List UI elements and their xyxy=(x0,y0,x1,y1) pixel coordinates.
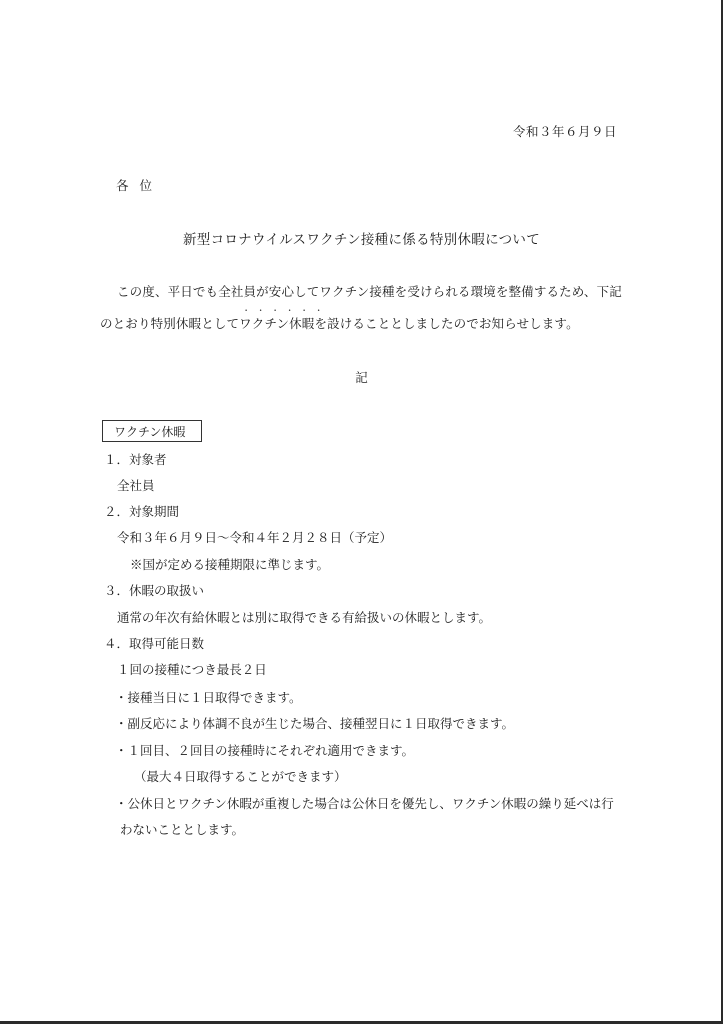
section-2-body: 令和３年６月９日～令和４年２月２８日（予定） xyxy=(117,530,393,545)
bullet-item: ・接種当日に１日取得できます。 xyxy=(115,690,302,705)
section-1-heading: １．対象者 xyxy=(104,452,167,467)
section-2-heading: ２．対象期間 xyxy=(104,504,180,519)
bullet-item: ・副反応により体調不良が生じた場合、接種翌日に１日取得できます。 xyxy=(115,716,515,731)
document-title: 新型コロナウイルスワクチン接種に係る特別休暇について xyxy=(182,232,541,248)
intro-line-2 xyxy=(100,306,579,332)
emphasized-term-text: ワクチン休暇 xyxy=(239,316,315,331)
ki-heading: 記 xyxy=(355,370,368,385)
section-2-note: ※国が定める接種期限に準じます。 xyxy=(130,557,330,572)
bullet-item: ・公休日とワクチン休暇が重複した場合は公休日を優先し、ワクチン休暇の繰り延べは行 xyxy=(115,796,614,811)
bullet-note: （最大４日取得することができます） xyxy=(134,769,347,784)
document-date: 令和３年６月９日 xyxy=(512,124,617,139)
bullet-item: ・１回目、２回目の接種時にそれぞれ適用できます。 xyxy=(115,743,415,758)
section-4-body: １回の接種につき最長２日 xyxy=(117,662,267,677)
section-3-heading: ３．休暇の取扱い xyxy=(104,583,205,598)
addressee: 各位 xyxy=(116,178,164,193)
boxed-label: ワクチン休暇 xyxy=(102,420,202,442)
section-4-heading: ４．取得可能日数 xyxy=(104,636,205,651)
section-1-body: 全社員 xyxy=(117,478,155,493)
intro-line-1: この度、平日でも全社員が安心してワクチン接種を受けられる環境を整備するため、下記 xyxy=(117,284,622,299)
emphasis-dots: ・・・・・・ xyxy=(242,306,330,315)
emphasized-term xyxy=(239,306,330,332)
intro-line-2-before: のとおり特別休暇として xyxy=(100,316,240,331)
bullet-item-continuation: わないこととします。 xyxy=(120,822,245,837)
section-3-body: 通常の年次有給休暇とは別に取得できる有給扱いの休暇とします。 xyxy=(117,610,492,625)
intro-line-2-after: を設けることとしましたのでお知らせします。 xyxy=(314,316,579,331)
